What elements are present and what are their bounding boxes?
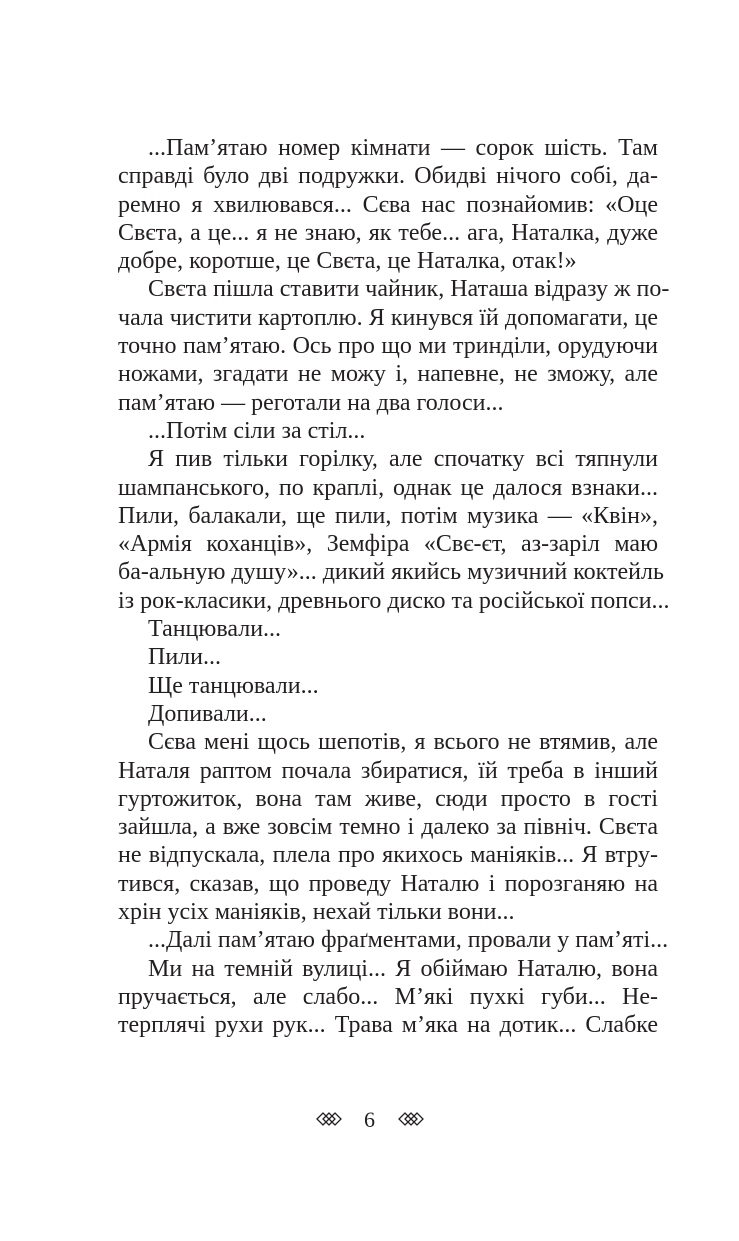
text-line: чала чистити картоплю. Я кинувся їй допомагати, це: [118, 304, 658, 331]
text-line: Я пив тільки горілку, але спочатку всі тяпнули: [148, 446, 658, 473]
text-line: добре, коротше, це Свєта, це Наталка, отак!»: [118, 248, 577, 275]
text-line: Сєва мені щось шепотів, я всього не втямив, але: [148, 729, 658, 756]
paragraph: [118, 445, 670, 615]
paragraph: [118, 643, 658, 671]
left-ornament-icon: [315, 1107, 343, 1133]
right-ornament-icon: [397, 1107, 425, 1133]
text-line: точно пам’ятаю. Ось про що ми тринділи, орудуючи: [118, 333, 658, 360]
text-line: Пили, балакали, ще пили, потім музика — «Квін»,: [118, 502, 658, 529]
text-line: ...Пам’ятаю номер кімнати — сорок шість. Там: [148, 135, 658, 161]
text-line: терплячі рухи рук... Трава м’яка на дотик... Слабке: [118, 1012, 658, 1039]
paragraph: [118, 955, 658, 1040]
text-line: Свєта, а це... я не знаю, як тебе... ага, Наталка, дуже: [118, 219, 658, 246]
paragraph: [118, 926, 669, 954]
text-line: зайшла, а вже зовсім темно і далеко за північ. Свєта: [118, 814, 658, 841]
text-line: хрін усіх маніяків, нехай тільки вони...: [118, 899, 515, 926]
paragraph: [118, 275, 670, 416]
paragraph: [118, 728, 658, 926]
text-line: ножами, згадати не можу і, напевне, не зможу, але: [118, 361, 658, 388]
paragraph: [118, 134, 658, 275]
text-line: ...Потім сіли за стіл...: [148, 417, 366, 444]
text-line: пручається, але слабо... М’які пухкі губи... Не-: [118, 983, 658, 1010]
paragraph: [118, 672, 658, 700]
page-footer: [0, 1105, 739, 1133]
text-line: ...Далі пам’ятаю фраґментами, провали у пам’яті...: [148, 927, 669, 954]
text-line: ба-альную душу»... дикий якийсь музичний коктейль: [118, 559, 664, 586]
text-line: справді було дві подружки. Обидві нічого собі, да-: [118, 163, 658, 190]
text-line: ремно я хвилювався... Сєва нас познайомив: «Оце: [118, 191, 658, 218]
text-line: Ще танцювали...: [148, 672, 319, 699]
page-body-text: [118, 134, 670, 1040]
text-line: Наталя раптом почала збиратися, їй треба в інший: [118, 757, 658, 784]
paragraph: [118, 417, 658, 445]
text-line: із рок-класики, древнього диско та російської попси...: [118, 587, 670, 614]
text-line: Пили...: [148, 644, 221, 671]
text-line: тився, сказав, що проведу Наталю і порозганяю на: [118, 870, 658, 897]
page-number: 6: [364, 1106, 375, 1132]
text-line: не відпускала, плела про якихось маніяків... Я втру-: [118, 842, 658, 869]
text-line: Ми на темній вулиці... Я обіймаю Наталю, вона: [148, 955, 658, 982]
text-line: Танцювали...: [148, 616, 282, 643]
text-line: гуртожиток, вона там живе, сюди просто в гості: [118, 785, 658, 812]
paragraph: [118, 700, 658, 728]
text-line: шампанського, по краплі, однак це далося взнаки...: [118, 474, 658, 501]
text-line: пам’ятаю — реготали на два голоси...: [118, 389, 504, 416]
text-line: «Армія коханців», Земфіра «Свє-єт, аз-заріл маю: [118, 531, 658, 558]
text-line: Допивали...: [148, 700, 267, 727]
paragraph: [118, 615, 658, 643]
text-line: Свєта пішла ставити чайник, Наташа відразу ж по-: [148, 276, 670, 303]
